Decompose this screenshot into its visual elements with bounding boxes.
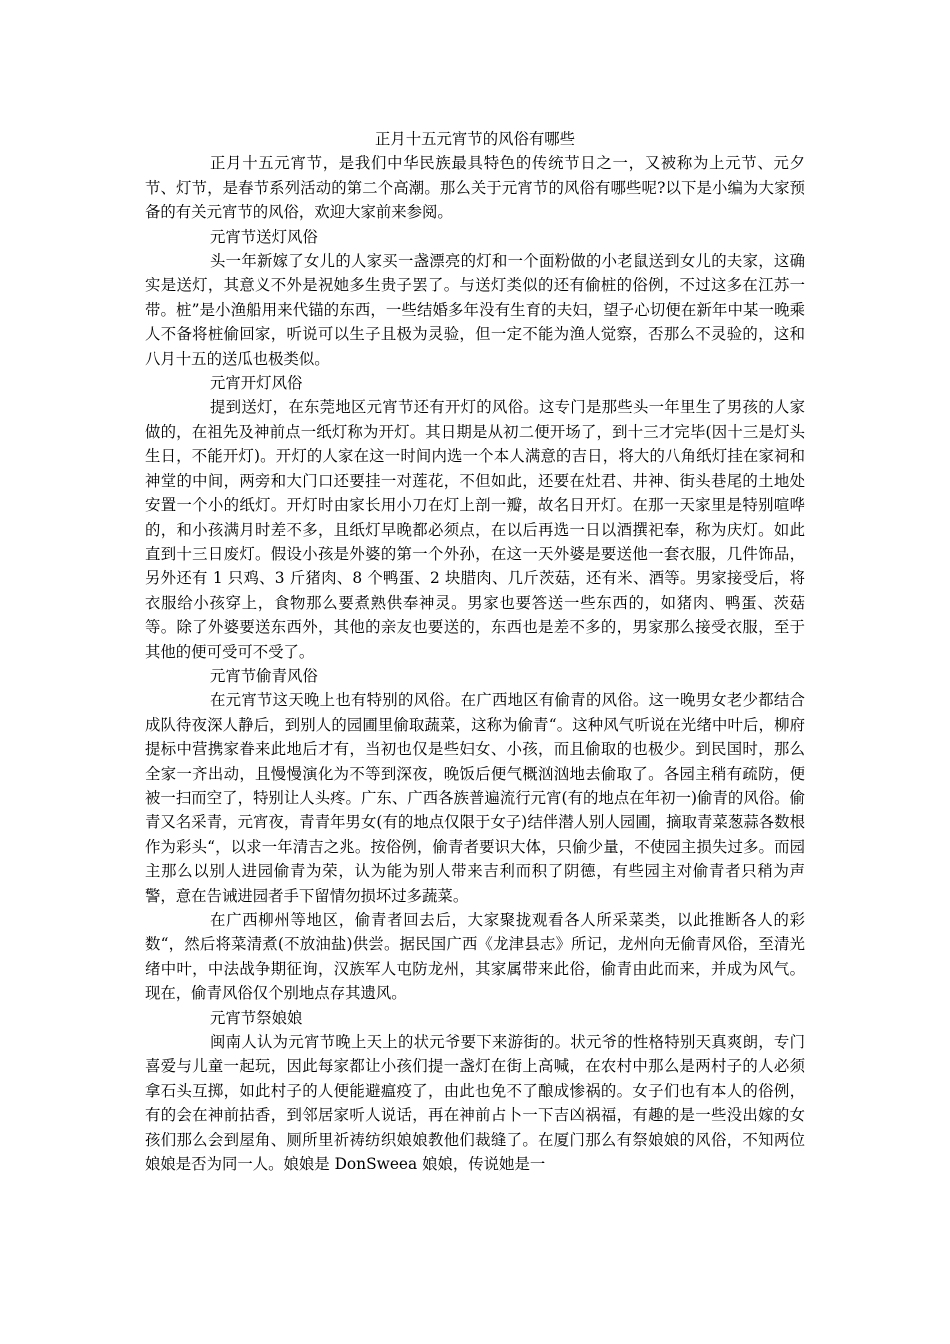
intro-paragraph: 正月十五元宵节，是我们中华民族最具特色的传统节日之一，又被称为上元节、元夕节、灯节，是春节系列活动的第二个高潮。那么关于元宵节的风俗有哪些呢?以下是小编为大家预备的有关元宵节的风俗，欢迎大家前来参阅。 (145, 154, 805, 222)
section-heading-open-lamp: 元宵开灯风俗 (210, 374, 303, 393)
section-paragraph: 头一年新嫁了女儿的人家买一盏漂亮的灯和一个面粉做的小老鼠送到女儿的夫家，这确实是送灯，其意义不外是祝她多生贵子罢了。与送灯类似的还有偷桩的俗例，不过这多在江苏一带。桩”是小渔船用来代锚的东西，一些结婚多年没有生育的夫妇，望子心切便在新年中某一晚乘人不备将桩偷回家，听说可以生子且极为灵验，但一定不能为渔人觉察，否那么不灵验的，这和八月十五的送瓜也极类似。 (145, 252, 805, 368)
document-body (145, 127, 805, 1176)
section-paragraph: 闽南人认为元宵节晚上天上的状元爷要下来游街的。状元爷的性格特别天真爽朗，专门喜爱与儿童一起玩，因此每家都让小孩们提一盏灯在街上高喊，在农村中那么是两村子的人必须拿石头互掷，如此村子的人便能避瘟疫了，由此也免不了酿成惨祸的。女子们也有本人的俗例，有的会在神前拈香，到邻居家听人说话，再在神前占卜一下吉凶祸福，有趣的是一些没出嫁的女孩们那么会到屋角、厕所里祈祷纺织娘娘教他们裁缝了。在厦门那么有祭娘娘的风俗，不知两位娘娘是否为同一人。娘娘是 DonSweea 娘娘，传说她是一 (145, 1033, 805, 1174)
section-paragraph: 在元宵节这天晚上也有特别的风俗。在广西地区有偷青的风俗。这一晚男女老少都结合成队待夜深人静后，到别人的园圃里偷取蔬菜，这称为偷青“。这种风气听说在光绪中叶后，柳府提标中营携家眷来此地后才有，当初也仅是些妇女、小孩，而且偷取的也极少。到民国时，那么全家一齐出动，且慢慢演化为不等到深夜，晚饭后便气概汹汹地去偷取了。各园主稍有疏防，便被一扫而空了，特别让人头疼。广东、广西各族普遍流行元宵(有的地点在年初一)偷青的风俗。偷青又名采青，元宵夜，青青年男女(有的地点仅限于女子)结伴潜人别人园圃，摘取青菜葱蒜各数根作为彩头“，以求一年清吉之兆。按俗例，偷青者要识大体，只偷少量，不使园主损失过多。而园主那么以别人进园偷青为荣，认为能为别人带来吉利而积了阴德，有些园主对偷青者只稍为声警，意在告诫进园者手下留情勿损坏过多蔬菜。 (145, 691, 805, 905)
document-title: 正月十五元宵节的风俗有哪些 (374, 130, 576, 148)
section-heading-steal-greens: 元宵节偷青风俗 (210, 666, 318, 685)
section-heading-send-lamp: 元宵节送灯风俗 (210, 227, 318, 246)
section-heading-worship-niangniang: 元宵节祭娘娘 (210, 1008, 303, 1027)
section-paragraph: 提到送灯，在东莞地区元宵节还有开灯的风俗。这专门是那些头一年里生了男孩的人家做的，在祖先及神前点一纸灯称为开灯。其日期是从初二便开场了，到十三才完毕(因十三是灯头生日，不能开灯)。开灯的人家在这一时间内选一个本人满意的吉日，将大的八角纸灯挂在家祠和神堂的中间，两旁和大门口还要挂一对莲花，不但如此，还要在灶君、井神、街头巷尾的土地处安置一个小的纸灯。开灯时由家长用小刀在灯上剖一瓣，故名日开灯。在那一天家里是特别喧哗的，和小孩满月时差不多，且纸灯早晚都必须点，在以后再选一日以酒撰祀奉，称为庆灯。如此直到十三日废灯。假设小孩是外婆的第一个外孙，在这一天外婆是要送他一套衣服，几件饰品，另外还有 1 只鸡、3 斤猪肉、8 个鸭蛋、2 块腊肉、几斤茨菇，还有米、酒等。男家接受后，将衣服给小孩穿上，食物那么要煮熟供奉神灵。男家也要答送一些东西的，如猪肉、鸭蛋、茨菇等。除了外婆要送东西外，其他的亲友也要送的，东西也是差不多的，男家那么接受衣服，至于其他的便可受可不受了。 (145, 398, 805, 661)
section-paragraph: 在广西柳州等地区，偷青者回去后，大家聚拢观看各人所采菜类，以此推断各人的彩数“，然后将菜清煮(不放油盐)供尝。据民国广西《龙津县志》所记，龙州向无偷青风俗，至清光绪中叶，中法战争期征询，汉族军人屯防龙州，其家属带来此俗，偷青由此而来，并成为风气。现在，偷青风俗仅个别地点存其遗风。 (145, 911, 805, 1003)
